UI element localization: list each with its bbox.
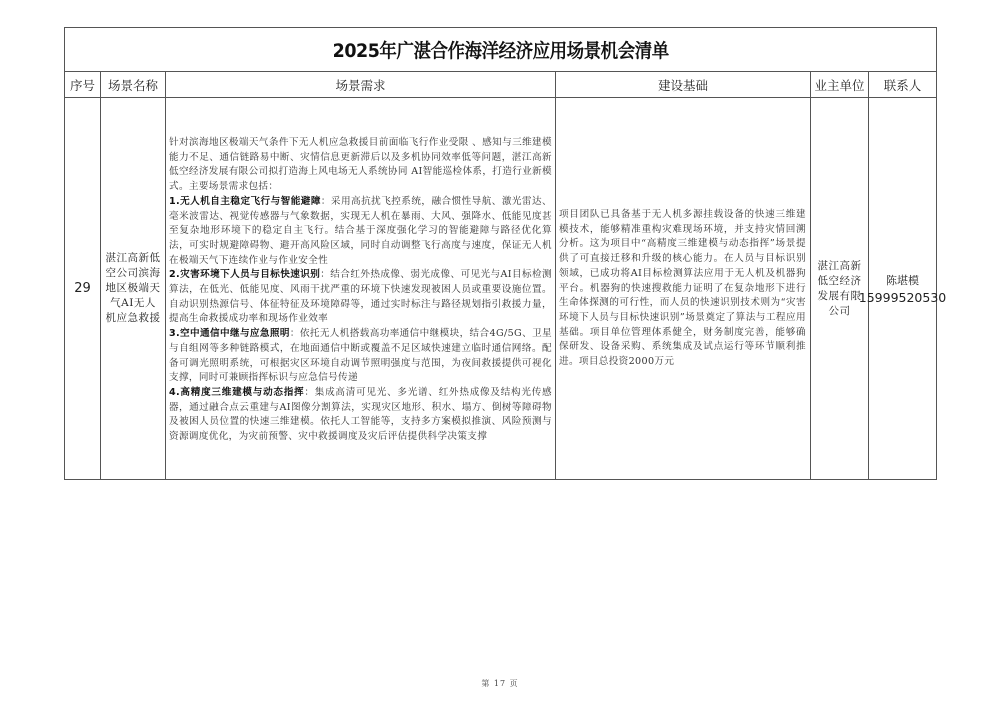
header-row: [65, 72, 936, 98]
construction-basis-cell: [556, 98, 811, 479]
seq-number: 29: [74, 281, 91, 296]
page-title: 2025年广湛合作海洋经济应用场景机会清单: [332, 40, 669, 62]
demand-item-2: 2.灾害环境下人员与目标快速识别：结合红外热成像、弱光成像、可见光与AI目标检测算法，在低光、低能见度、风雨干扰严重的环境下快速发现被困人员或重要设施位置。自动识别热源信号、体征特征及环境障碍等，通过实时标注与路径规划指引救援力量，提高生命救援成功率和现场作业效率: [169, 269, 552, 325]
scene-demand-cell: [166, 98, 556, 479]
header-scene-demand: 场景需求: [166, 72, 556, 97]
contact-name: 陈堪模: [886, 274, 919, 287]
table-row: [65, 98, 947, 479]
demand-intro: 针对滨海地区极端天气条件下无人机应急救援目前面临飞行作业受限 、感知与三维建模能力不足、通信链路易中断、灾情信息更新滞后以及多机协同效率低等问题，湛江高新低空经济发展有限公司拟打造海上风电场无人系统协同 AI智能巡检体系，打造行业新模式。主要场景需求包括：: [169, 137, 552, 193]
header-scene-name: 场景名称: [101, 72, 166, 97]
contact-phone: 15999520530: [858, 290, 947, 305]
demand-item-4: 4.高精度三维建模与动态指挥：集成高清可见光、多光谱、红外热成像及结构光传感器，通过融合点云重建与AI图像分割算法，实现灾区地形、积水、塌方、倒树等障碍物及被困人员位置的快速三维建模。依托人工智能等，支持多方案模拟推演、风险预测与资源调度优化，为灾前预警、灾中救援调度及灾后评估提供科学决策支撑: [169, 386, 552, 443]
title-row: [65, 28, 936, 72]
header-seq: 序号: [65, 72, 101, 97]
seq-cell: [65, 98, 101, 479]
demand-item-1: 1.无人机自主稳定飞行与智能避障：采用高抗扰飞控系统，融合惯性导航、激光雷达、毫米波雷达、视觉传感器与气象数据，实现无人机在暴雨、大风、强降水、低能见度甚至复杂地形环境下的稳定自主飞行。结合基于深度强化学习的智能避障与路径优化算法，可实时规避障碍物、避开高风险区域，同时自动调整飞行高度与速度，保证无人机在极端天气下连续作业与作业安全性: [169, 195, 552, 266]
construction-basis-text: 项目团队已具备基于无人机多源挂载设备的快速三维建模技术，能够精准重构灾难现场环境，并支持灾情回溯分析。这为项目中“高精度三维建模与动态指挥”场景提供了可直接迁移和升级的核心能力。在人员与目标识别领域，已成功将AI目标检测算法应用于无人机及机器狗平台。机器狗的快速搜救能力证明了在复杂地形下进行生命体探测的可行性，而人员的快速识别技术则为“灾害环境下人员与目标快速识别”场景奠定了算法与工程应用基础。项目单位管理体系健全，财务制度完善，能够确保研发、设备采购、系统集成及试点运行等环节顺利推进。项目总投资2000万元: [559, 209, 806, 368]
owner-name: 湛江高新低空经济发展有限公司: [817, 259, 862, 317]
owner-cell: [811, 98, 869, 479]
header-owner: 业主单位: [811, 72, 869, 97]
contact-cell: [858, 98, 947, 479]
scene-name-cell: [101, 98, 166, 479]
demand-item-3: 3.空中通信中继与应急照明：依托无人机搭载高功率通信中继模块，结合4G/5G、卫星与自组网等多种链路模式，在地面通信中断或覆盖不足区域快速建立临时通信网络。配备可调光照明系统，可根据灾区环境自动调节照明强度与范围，为夜间救援提供可视化支撑，同时可兼顾指挥标识与应急信号传递: [169, 328, 552, 384]
scene-name: 湛江高新低空公司滨海地区极端天气AI无人机应急救援: [105, 252, 161, 324]
opportunity-table: [64, 27, 947, 480]
header-contact: 联系人: [883, 77, 922, 93]
header-construction-basis: 建设基础: [556, 72, 811, 97]
page-number: 第 17 页: [481, 679, 519, 688]
